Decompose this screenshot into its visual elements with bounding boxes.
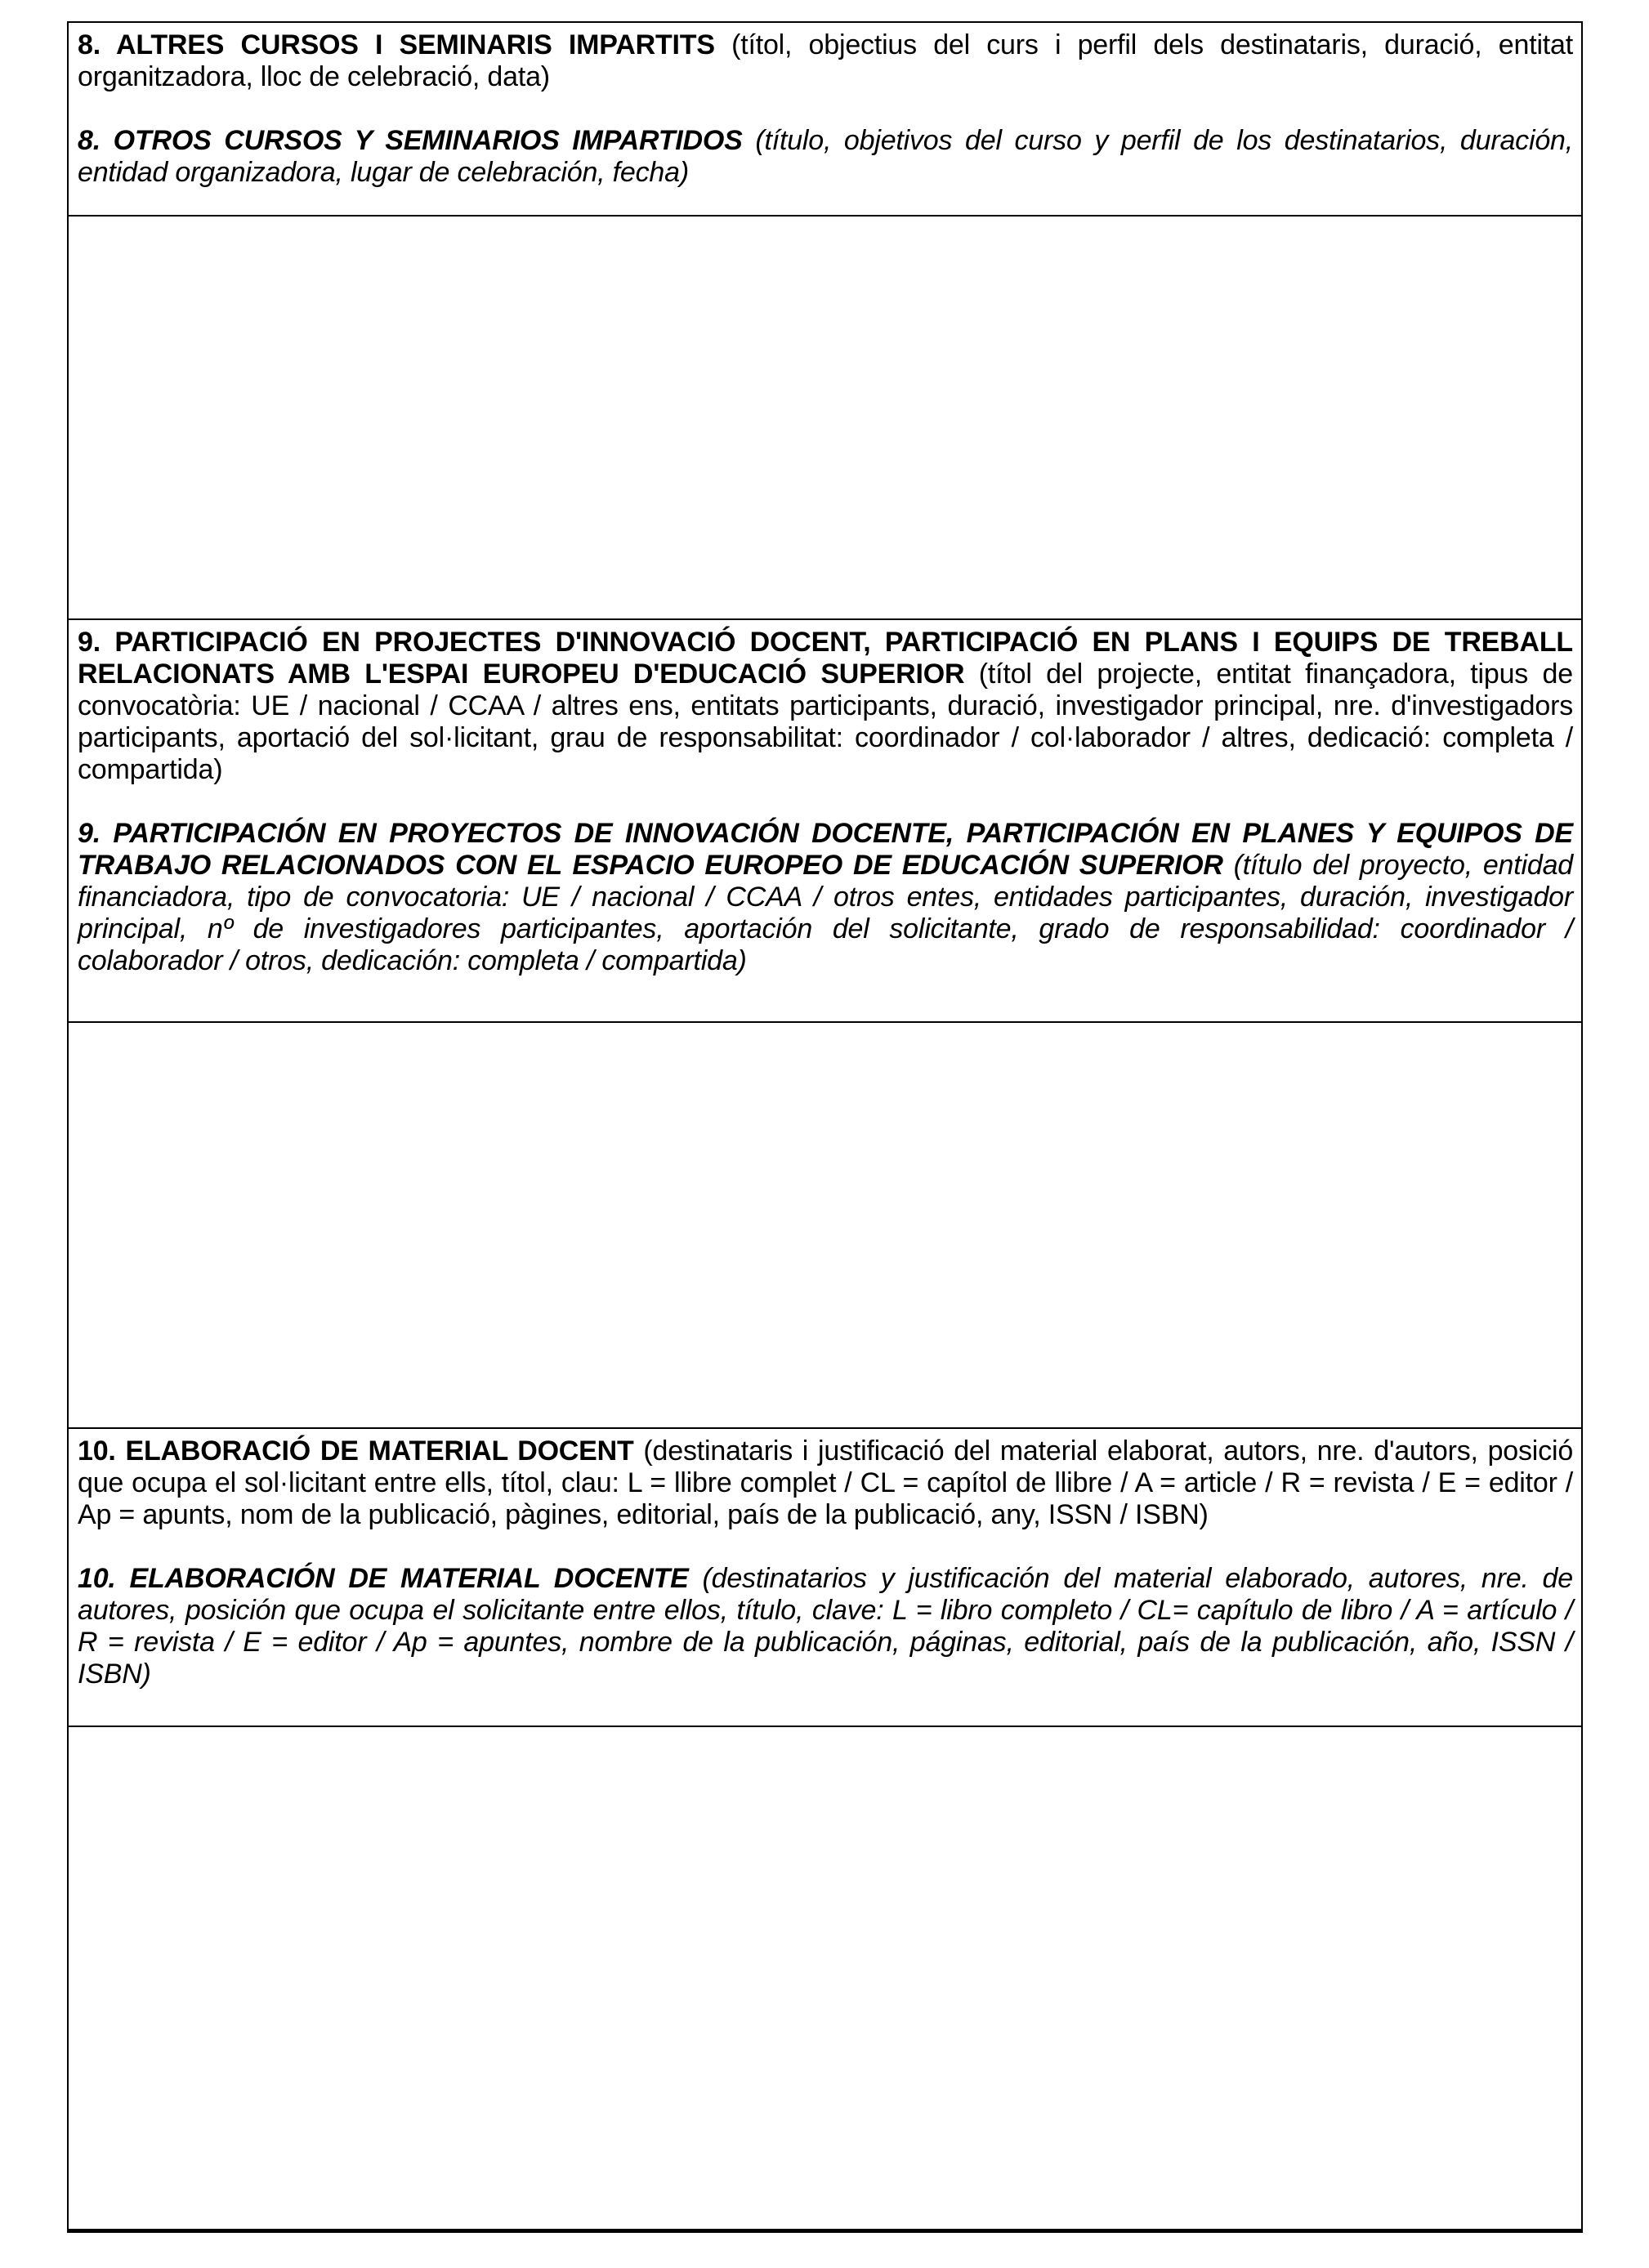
section-8-paragraph-spanish [78,125,1573,189]
section-9-heading-catalan: 9. PARTICIPACIÓ EN PROJECTES D'INNOVACIÓ DOCENT, PARTICIPACIÓ EN PLANS I EQUIPS DE TREBALL RELACIONATS AMB L'ESPAI EUROPEU D'EDUCACIÓ SUPERIOR [78,627,1573,690]
section-9-header-cell [69,620,1581,1023]
section-8-details-catalan: (títol, objectius del curs i perfil dels destinataris, duració, entitat organitzadora, lloc de celebració, data) [78,29,1574,92]
section-8-details-spanish: (título, objetivos del curso y perfil de los destinatarios, duración, entidad organizadora, lugar de celebración, fecha) [78,125,1574,188]
cv-sections-table [67,21,1583,2233]
section-8-entry-area [69,217,1581,620]
section-9-paragraph-catalan [78,627,1573,786]
section-9-entry-area [69,1023,1581,1429]
section-10-paragraph-catalan [78,1435,1573,1531]
section-8-heading-spanish: 8. OTROS CURSOS Y SEMINARIOS IMPARTIDOS [78,125,743,156]
section-9-paragraph-spanish [78,818,1573,977]
section-10-entry-area [69,1727,1581,2229]
section-8-paragraph-catalan [78,29,1573,93]
section-8-header-cell [69,23,1581,217]
section-10-details-catalan: (destinataris i justificació del material elaborat, autors, nre. d'autors, posició que ocupa el sol·licitant entre ells, títol, clau: L = llibre complet / CL = capítol de llibre / A = article / R = revista / E = editor / Ap = apunts, nom de la publicació, pàgines, editorial, país de la publicació, any, ISSN / ISBN) [78,1435,1574,1530]
section-8-heading-catalan: 8. ALTRES CURSOS I SEMINARIS IMPARTITS [78,29,715,60]
section-9-details-catalan: (títol del projecte, entitat finançadora, tipus de convocatòria: UE / nacional / CCAA / altres ens, entitats participants, duració, investigador principal, nre. d'investigadors participants, aportació del sol·licitant, grau de responsabilitat: coordinador / col·laborador / altres, dedicació: completa / compartida) [78,659,1573,785]
section-10-paragraph-spanish [78,1563,1573,1690]
section-10-heading-catalan: 10. ELABORACIÓ DE MATERIAL DOCENT [78,1435,634,1467]
section-10-details-spanish: (destinatarios y justificación del material elaborado, autores, nre. de autores, posición que ocupa el solicitante entre ellos, título, clave: L = libro completo / CL= capítulo de libro / A = artículo / R = revista / E = editor / Ap = apuntes, nombre de la publicación, páginas, editorial, país de la publicación, año, ISSN / ISBN) [78,1563,1573,1690]
section-9-details-spanish: (título del proyecto, entidad financiadora, tipo de convocatoria: UE / nacional / CCAA / otros entes, entidades participantes, duración, investigador principal, nº de investigadores participantes, aportación del solicitante, grado de responsabilidad: coordinador / colaborador / otros, dedicación: completa / compartida) [78,850,1573,976]
section-10-header-cell [69,1429,1581,1727]
section-10-heading-spanish: 10. ELABORACIÓN DE MATERIAL DOCENTE [78,1563,689,1594]
section-9-heading-spanish: 9. PARTICIPACIÓN EN PROYECTOS DE INNOVACIÓN DOCENTE, PARTICIPACIÓN EN PLANES Y EQUIPOS DE TRABAJO RELACIONADOS CON EL ESPACIO EUROPEO DE EDUCACIÓN SUPERIOR [78,818,1573,881]
